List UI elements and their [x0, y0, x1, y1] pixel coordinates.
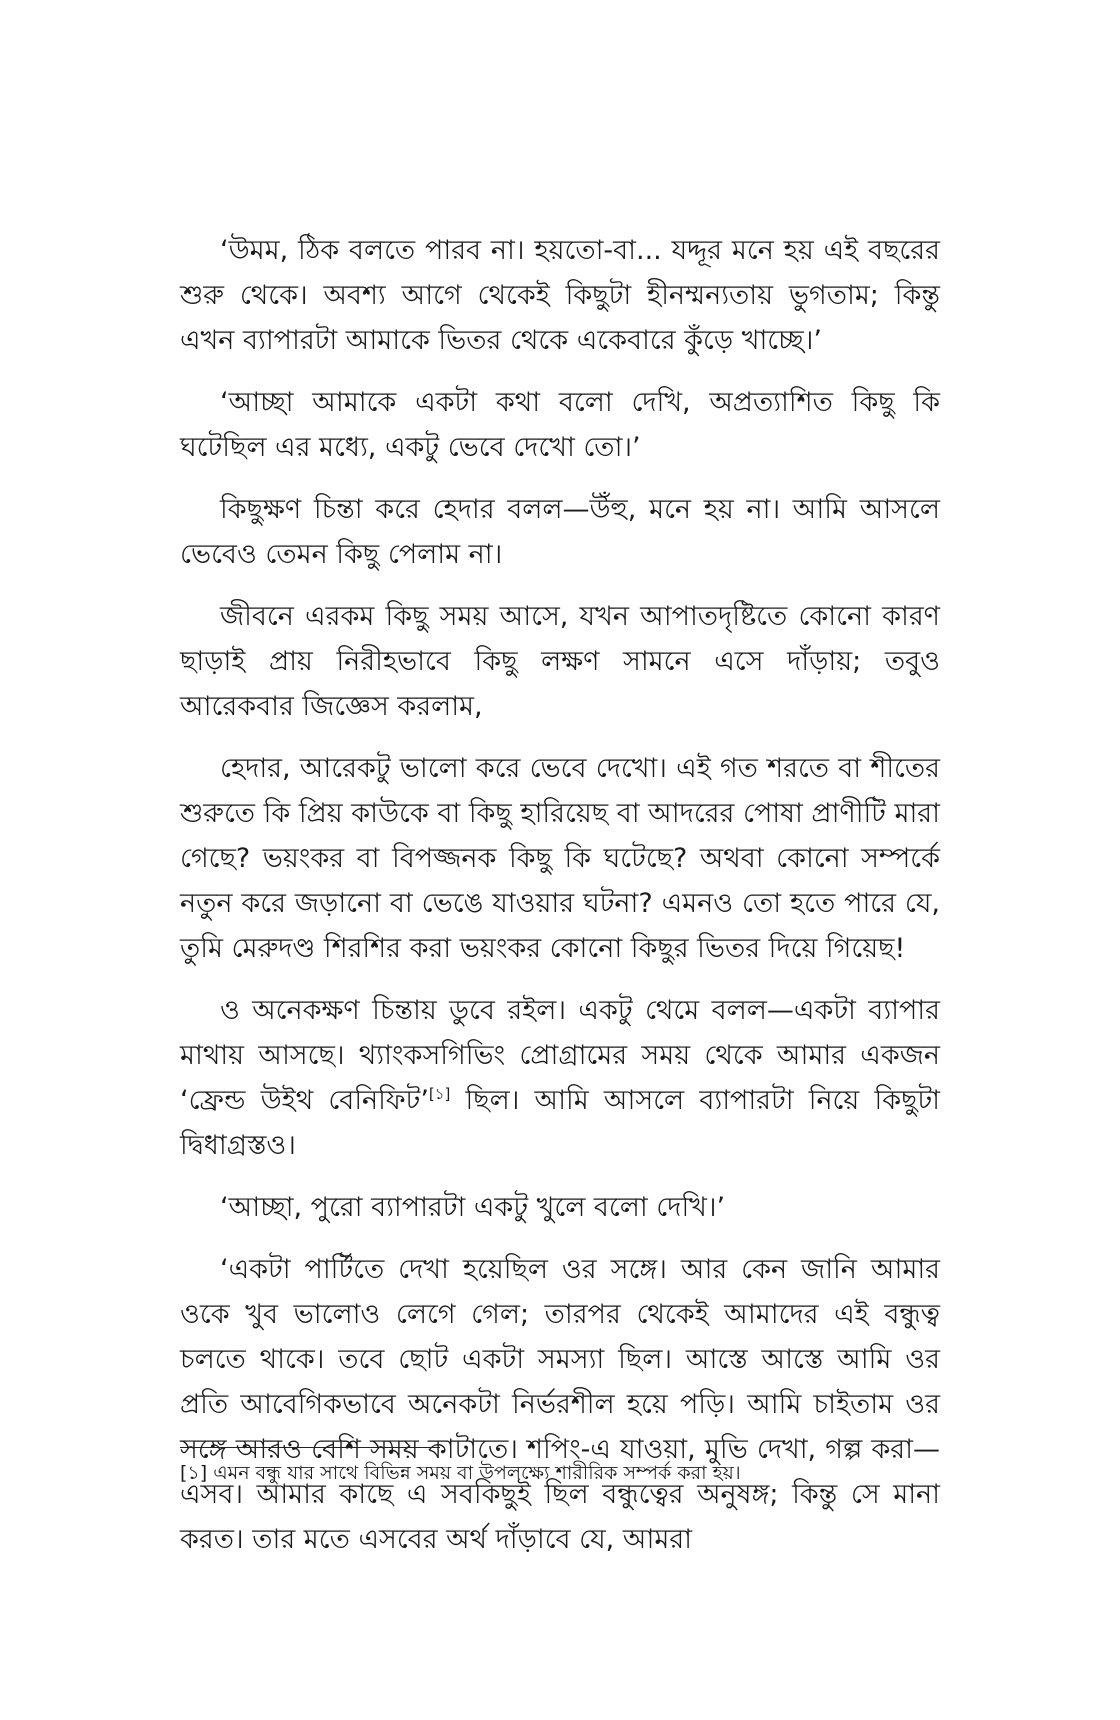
paragraph-text: ছিল। আমি আসলে ব্যাপারটা নিয়ে কিছুটা দ্বিধাগ্রস্তও।	[180, 1085, 940, 1161]
paragraph: কিছুক্ষণ চিন্তা করে হেদার বলল—উঁহু, মনে হয় না। আমি আসলে ভেবেও তেমন কিছু পেলাম না।	[180, 494, 940, 570]
footnote-reference: [১]	[428, 1085, 451, 1103]
paragraph: হেদার, আরেকটু ভালো করে ভেবে দেখো। এই গত শরতে বা শীতের শুরুতে কি প্রিয় কাউকে বা কিছু হারিয়েছ বা আদরের পোষা প্রাণীটি মারা গেছে? ভয়ংকর বা বিপজ্জনক কিছু কি ঘটেছে? অথবা কোনো সম্পর্কে নতুন করে জড়ানো বা ভেঙে যাওয়ার ঘটনা? এমনও তো হতে পারে যে, তুমি মেরুদণ্ড শিরশির করা ভয়ংকর কোনো কিছুর ভিতর দিয়ে গিয়েছ!	[180, 753, 940, 964]
paragraph: ‘আচ্ছা আমাকে একটা কথা বলো দেখি, অপ্রত্যাশিত কিছু কি ঘটেছিল এর মধ্যে, একটু ভেবে দেখো তো।’	[180, 387, 940, 463]
body-text	[180, 228, 940, 1579]
paragraph: ‘একটা পার্টিতে দেখা হয়েছিল ওর সঙ্গে। আর কেন জানি আমার ওকে খুব ভালোও লেগে গেল; তারপর থেকেই আমাদের এই বন্ধুত্ব চলতে থাকে। তবে ছোট একটা সমস্যা ছিল। আস্তে আস্তে আমি ওর প্রতি আবেগিকভাবে অনেকটা নির্ভরশীল হয়ে পড়ি। আমি চাইতাম ওর সঙ্গে আরও বেশি সময় কাটাতে। শপিং-এ যাওয়া, মুভি দেখা, গল্প করা—এসব। আমার কাছে এ সবকিছুই ছিল বন্ধুত্বের অনুষঙ্গ; কিন্তু সে মানা করত। তার মতে এসবের অর্থ দাঁড়াবে যে, আমরা	[180, 1254, 940, 1555]
footnote-text: এমন বন্ধু যার সাথে বিভিন্ন সময় বা উপলক্ষ্যে শারীরিক সম্পর্ক করা হয়।	[207, 1462, 741, 1484]
paragraph-text: ও অনেকক্ষণ চিন্তায় ডুবে রইল। একটু থেমে বলল—একটা ব্যাপার মাথায় আসছে। থ্যাংকসগিভিং প্রোগ্রামের সময় থেকে আমার একজন ‘ফ্রেন্ড উইথ বেনিফিট’	[180, 995, 940, 1116]
footnote-divider	[180, 1447, 440, 1448]
paragraph: ‘আচ্ছা, পুরো ব্যাপারটা একটু খুলে বলো দেখি।’	[220, 1192, 726, 1223]
footnote	[180, 1458, 940, 1488]
paragraph: ‘উমম, ঠিক বলতে পারব না। হয়তো-বা... যদ্দূর মনে হয় এই বছরের শুরু থেকে। অবশ্য আগে থেকেই কিছুটা হীনম্মন্যতায় ভুগতাম; কিন্তু এখন ব্যাপারটা আমাকে ভিতর থেকে একেবারে কুঁড়ে খাচ্ছে।’	[180, 235, 940, 356]
paragraph: জীবনে এরকম কিছু সময় আসে, যখন আপাতদৃষ্টিতে কোনো কারণ ছাড়াই প্রায় নিরীহভাবে কিছু লক্ষণ সামনে এসে দাঁড়ায়; তবুও আরেকবার জিজ্ঞেস করলাম,	[180, 601, 940, 722]
footnote-marker: [১]	[180, 1462, 208, 1484]
paragraph-with-footnote	[180, 988, 940, 1168]
